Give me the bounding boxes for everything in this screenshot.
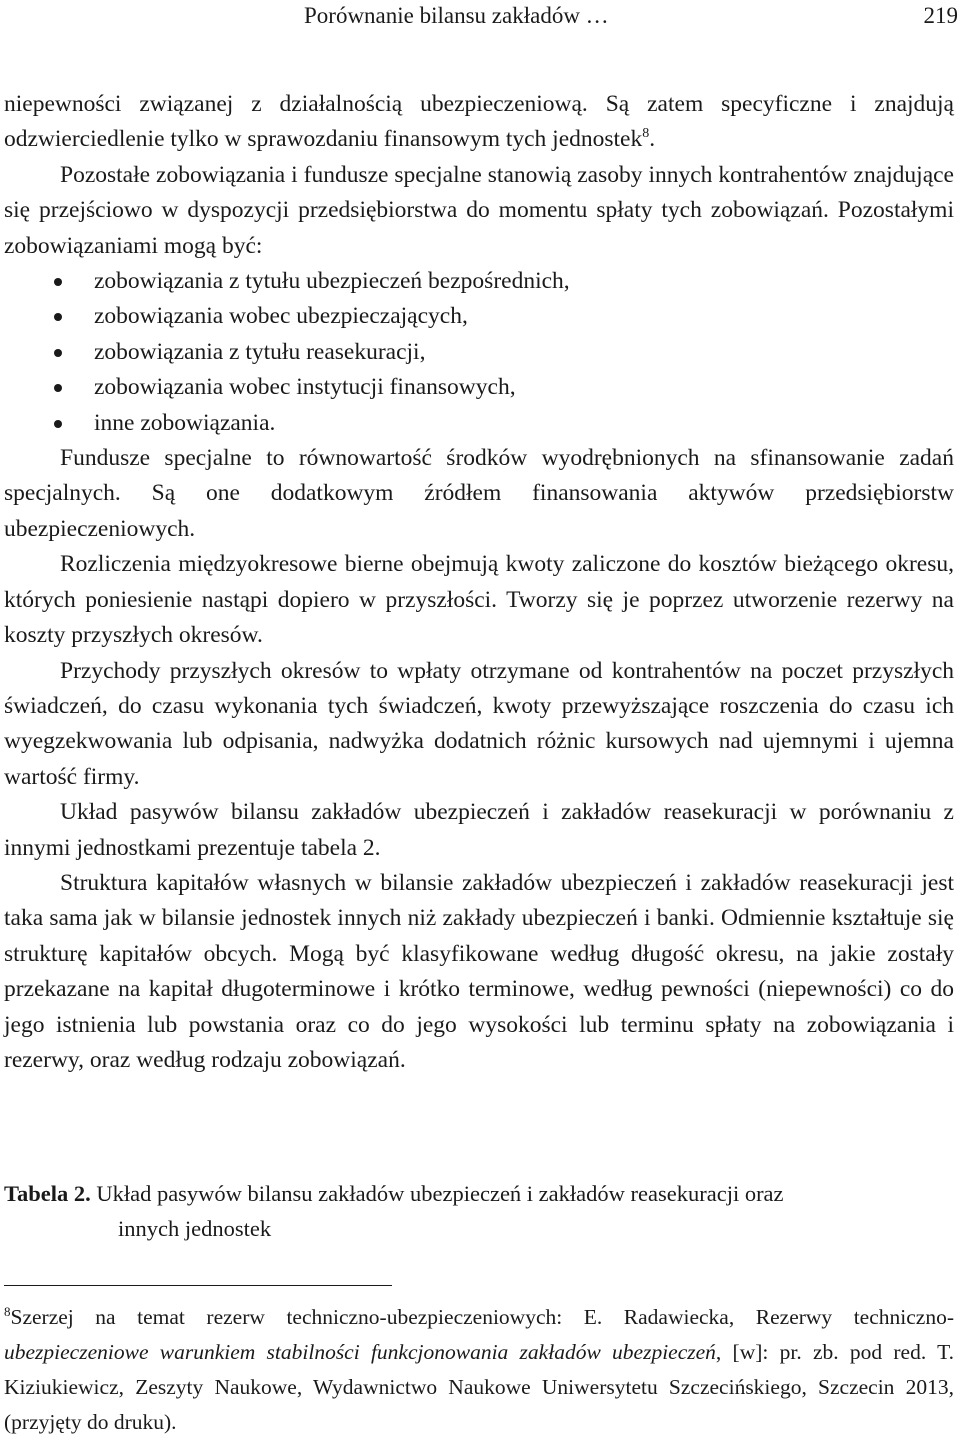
list-item-text: zobowiązania wobec instytucji finansowych, xyxy=(94,374,516,401)
table-caption-line-1 xyxy=(4,1176,954,1211)
paragraph-7: Struktura kapitałów własnych w bilansie zakładów ubezpieczeń i zakładów reasekuracji jest taka sama jak w bilansie jednostek innych niż zakłady ubezpieczeń i banki. Odmiennie kształtuje się strukturę kapitałów obcych. Mogą być klasyfikowane według długość okresu, na jakie zostały przekazane na kapitał długoterminowe i krótko terminowe, według pewności (niepewności) co do jego istnienia lub powstania oraz co do jego wysokości lub terminu spłaty na zobowiązania i rezerwy, oraz według rodzaju zobowiązań. xyxy=(4,869,954,1073)
list-item xyxy=(4,335,954,370)
bullet-icon xyxy=(54,349,62,357)
table-caption-line-2: innych jednostek xyxy=(118,1216,272,1241)
footnote xyxy=(4,1300,954,1440)
paragraph-1-text: niepewności związanej z działalnością ubezpieczeniową. Są zatem specyficzne i znajdują odzwierciedlenie tylko w sprawozdaniu finansowym tych jednostek xyxy=(4,91,954,153)
list-item xyxy=(4,406,954,441)
footnote-number: 8 xyxy=(4,1303,11,1319)
footnote-reference[interactable]: 8 xyxy=(642,126,650,142)
paragraph-1-end: . xyxy=(649,126,656,153)
paragraph-4: Rozliczenia międzyokresowe bierne obejmują kwoty zaliczone do kosztów bieżącego okresu, których poniesienie nastąpi dopiero w przyszłości. Tworzy się je poprzez utworzenie rezerwy na koszty przyszłych okresów. xyxy=(4,551,954,649)
table-caption-text: Układ pasywów bilansu zakładów ubezpieczeń i zakładów reasekuracji oraz xyxy=(90,1181,784,1206)
list-item-text: inne zobowiązania. xyxy=(94,409,276,436)
footnote-text-after: , [w]: pr. zb. pod red. T. Kiziukiewicz, Zeszyty Naukowe, Wydawnictwo Naukowe Uniwersytetu Szczecińskiego, Szczecin 2013, (przyjęty do druku). xyxy=(4,1340,955,1434)
bullet-icon xyxy=(54,278,62,286)
paragraph-5: Przychody przyszłych okresów to wpłaty otrzymane od kontrahentów na poczet przyszłych świadczeń, do czasu wykonania tych świadczeń, kwoty przewyższające roszczenia do czasu ich wyegzekwowania lub odpisania, nadwyżka dodatnich różnic kursowych nad ujemnymi i ujemna wartość firmy. xyxy=(4,657,954,790)
page-number: 219 xyxy=(923,3,958,28)
list-item-text: zobowiązania z tytułu reasekuracji, xyxy=(94,338,426,365)
paragraph-1 xyxy=(4,87,954,158)
list-item-text: zobowiązania z tytułu ubezpieczeń bezpośrednich, xyxy=(94,268,570,295)
footnote-divider xyxy=(4,1285,392,1286)
table-caption xyxy=(4,1176,954,1246)
footnote-text-before: Szerzej na temat rezerw techniczno-ubezpieczeniowych: E. Radawiecka, Rezerwy techniczno- xyxy=(10,1305,954,1329)
list-item xyxy=(4,370,954,405)
paragraph-3: Fundusze specjalne to równowartość środków wyodrębnionych na sfinansowanie zadań specjalnych. Są one dodatkowym źródłem finansowania aktywów przedsiębiorstw ubezpieczeniowych. xyxy=(4,445,954,542)
paragraph-6: Układ pasywów bilansu zakładów ubezpieczeń i zakładów reasekuracji w porównaniu z innymi jednostkami prezentuje tabela 2. xyxy=(4,799,954,861)
bullet-icon xyxy=(54,420,62,428)
list-item xyxy=(4,264,954,299)
list-item-text: zobowiązania wobec ubezpieczających, xyxy=(94,303,468,330)
running-title: Porównanie bilansu zakładów … xyxy=(304,3,609,28)
paragraph-2: Pozostałe zobowiązania i fundusze specjalne stanowią zasoby innych kontrahentów znajdujące się przejściowo w dyspozycji przedsiębiorstwa do momentu spłaty tych zobowiązań. Pozostałymi zobowiązaniami mogą być: xyxy=(4,161,954,259)
footnote-italic-title: ubezpieczeniowe warunkiem stabilności funkcjonowania zakładów ubezpieczeń xyxy=(4,1340,716,1364)
body-text xyxy=(4,87,954,1078)
running-header xyxy=(304,2,958,30)
list-item xyxy=(4,299,954,334)
bullet-list xyxy=(4,264,954,441)
table-caption-label: Tabela 2. xyxy=(4,1181,91,1206)
bullet-icon xyxy=(54,313,62,321)
bullet-icon xyxy=(54,384,62,392)
